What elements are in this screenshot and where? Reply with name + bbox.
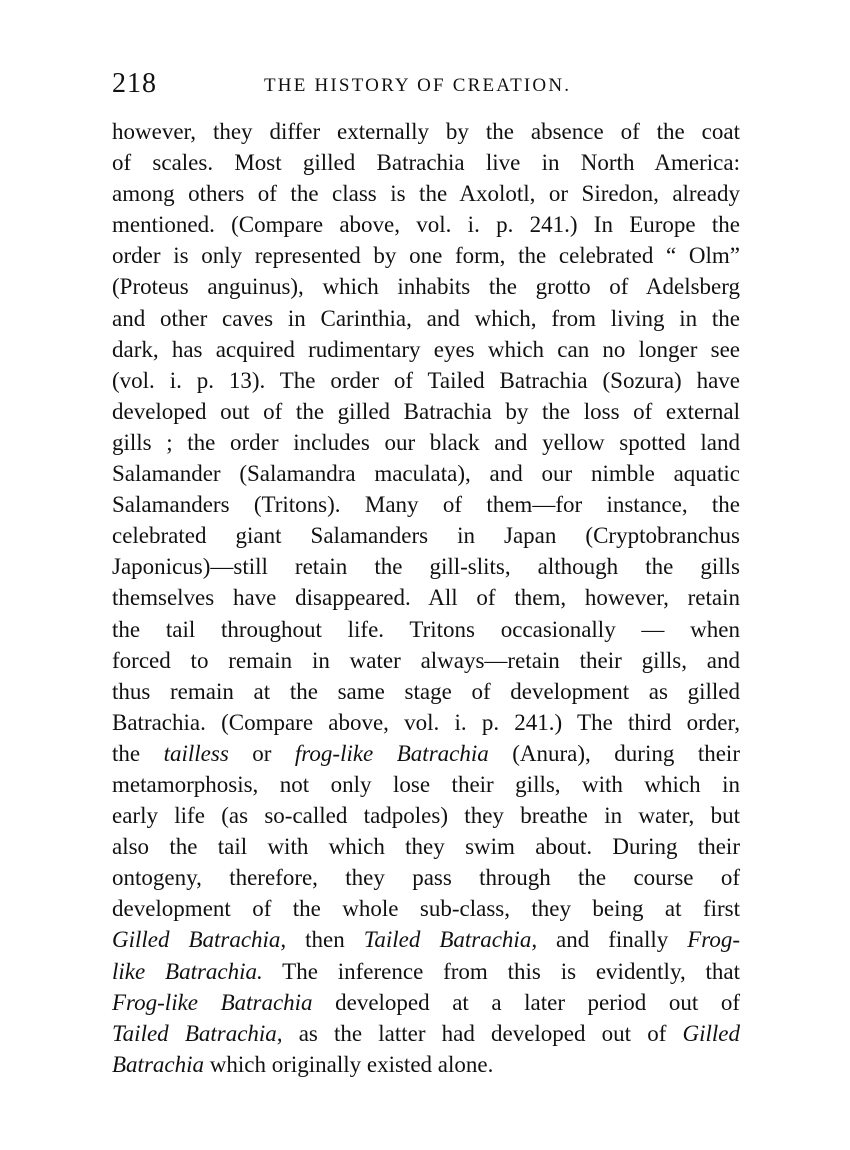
text-line	[112, 551, 740, 582]
text-segment: developed out of the gilled Batrachia by the loss of external	[112, 398, 740, 424]
text-segment: Japonicus)—still retain the gill-slits, although the gills	[112, 554, 740, 580]
text-segment: also the tail with which they swim about. During their	[112, 834, 740, 860]
text-segment: Salamanders (Tritons). Many of them—for instance, the	[112, 492, 740, 518]
text-segment: among others of the class is the Axolotl, or Siredon, already	[112, 181, 740, 207]
text-line	[112, 178, 740, 209]
text-segment: and other caves in Carinthia, and which, from living in the	[112, 305, 740, 331]
text-segment: the	[112, 740, 164, 766]
text-segment: (vol. i. p. 13). The order of Tailed Batrachia (Sozura) have	[112, 367, 740, 393]
text-line	[112, 800, 740, 831]
text-segment: ontogeny, therefore, they pass through the course of	[112, 865, 740, 891]
text-segment: development of the whole sub-class, they being at first	[112, 896, 740, 922]
italic-text: Batrachia	[112, 1051, 204, 1077]
text-line	[112, 520, 740, 551]
text-line	[112, 987, 740, 1018]
text-segment: mentioned. (Compare above, vol. i. p. 241.) In Europe the	[112, 212, 740, 238]
text-segment: (Anura), during their	[488, 740, 740, 766]
text-line	[112, 956, 740, 987]
page-number: 218	[112, 68, 157, 99]
text-line	[112, 427, 740, 458]
text-line	[112, 209, 740, 240]
text-segment: themselves have disappeared. All of them, however, retain	[112, 585, 740, 611]
text-line	[112, 303, 740, 334]
text-line	[112, 645, 740, 676]
text-segment: thus remain at the same stage of development as gilled	[112, 678, 740, 704]
italic-text: Frog-	[687, 927, 740, 953]
text-line	[112, 489, 740, 520]
text-segment: dark, has acquired rudimentary eyes which can no longer see	[112, 336, 740, 362]
text-segment: (Proteus anguinus), which inhabits the grotto of Adelsberg	[112, 274, 740, 300]
text-line	[112, 116, 740, 147]
text-segment: gills ; the order includes our black and yellow spotted land	[112, 429, 740, 455]
text-segment: the tail throughout life. Tritons occasionally — when	[112, 616, 740, 642]
text-line	[112, 893, 740, 924]
text-line	[112, 769, 740, 800]
text-line	[112, 334, 740, 365]
italic-text: frog-like Batrachia	[294, 740, 489, 766]
text-line	[112, 582, 740, 613]
text-line	[112, 707, 740, 738]
italic-text: Tailed Batrachia,	[112, 1020, 283, 1046]
text-line	[112, 147, 740, 178]
italic-text: Frog-like Batrachia	[112, 989, 313, 1015]
text-segment: forced to remain in water always—retain their gills, and	[112, 647, 740, 673]
page-header	[112, 66, 740, 106]
text-segment: celebrated giant Salamanders in Japan (Cryptobranchus	[112, 523, 740, 549]
text-segment: of scales. Most gilled Batrachia live in North America:	[112, 150, 740, 176]
text-segment: Batrachia. (Compare above, vol. i. p. 241.) The third order,	[112, 709, 740, 735]
text-segment: early life (as so-called tadpoles) they breathe in water, but	[112, 803, 740, 829]
body-paragraph	[112, 116, 740, 1080]
text-line	[112, 458, 740, 489]
italic-text: Gilled Batrachia,	[112, 927, 287, 953]
text-line	[112, 271, 740, 302]
text-segment: order is only represented by one form, the celebrated “ Olm”	[112, 243, 740, 269]
text-line	[112, 862, 740, 893]
text-segment: however, they differ externally by the absence of the coat	[112, 119, 740, 144]
text-line	[112, 738, 740, 769]
text-segment: which originally existed alone.	[204, 1051, 494, 1077]
italic-text: Gilled	[682, 1020, 740, 1046]
italic-text: Tailed Batrachia,	[363, 927, 538, 953]
text-segment: The inference from this is evidently, that	[262, 958, 741, 984]
text-line	[112, 1018, 740, 1049]
running-title: THE HISTORY OF CREATION.	[264, 75, 572, 96]
text-segment: as the latter had developed out of	[282, 1020, 683, 1046]
text-segment: then	[286, 927, 364, 953]
text-segment: or	[228, 740, 295, 766]
text-line	[112, 365, 740, 396]
text-segment: metamorphosis, not only lose their gills, with which in	[112, 771, 740, 797]
italic-text: tailless	[163, 740, 229, 766]
italic-text: like Batrachia.	[112, 958, 263, 984]
text-line	[112, 1049, 740, 1080]
text-segment: developed at a later period out of	[312, 989, 740, 1015]
text-segment: and finally	[537, 927, 688, 953]
text-line	[112, 831, 740, 862]
text-line	[112, 676, 740, 707]
text-line	[112, 240, 740, 271]
text-segment: Salamander (Salamandra maculata), and our nimble aquatic	[112, 461, 740, 487]
text-line	[112, 614, 740, 645]
text-line	[112, 924, 740, 955]
text-line	[112, 396, 740, 427]
